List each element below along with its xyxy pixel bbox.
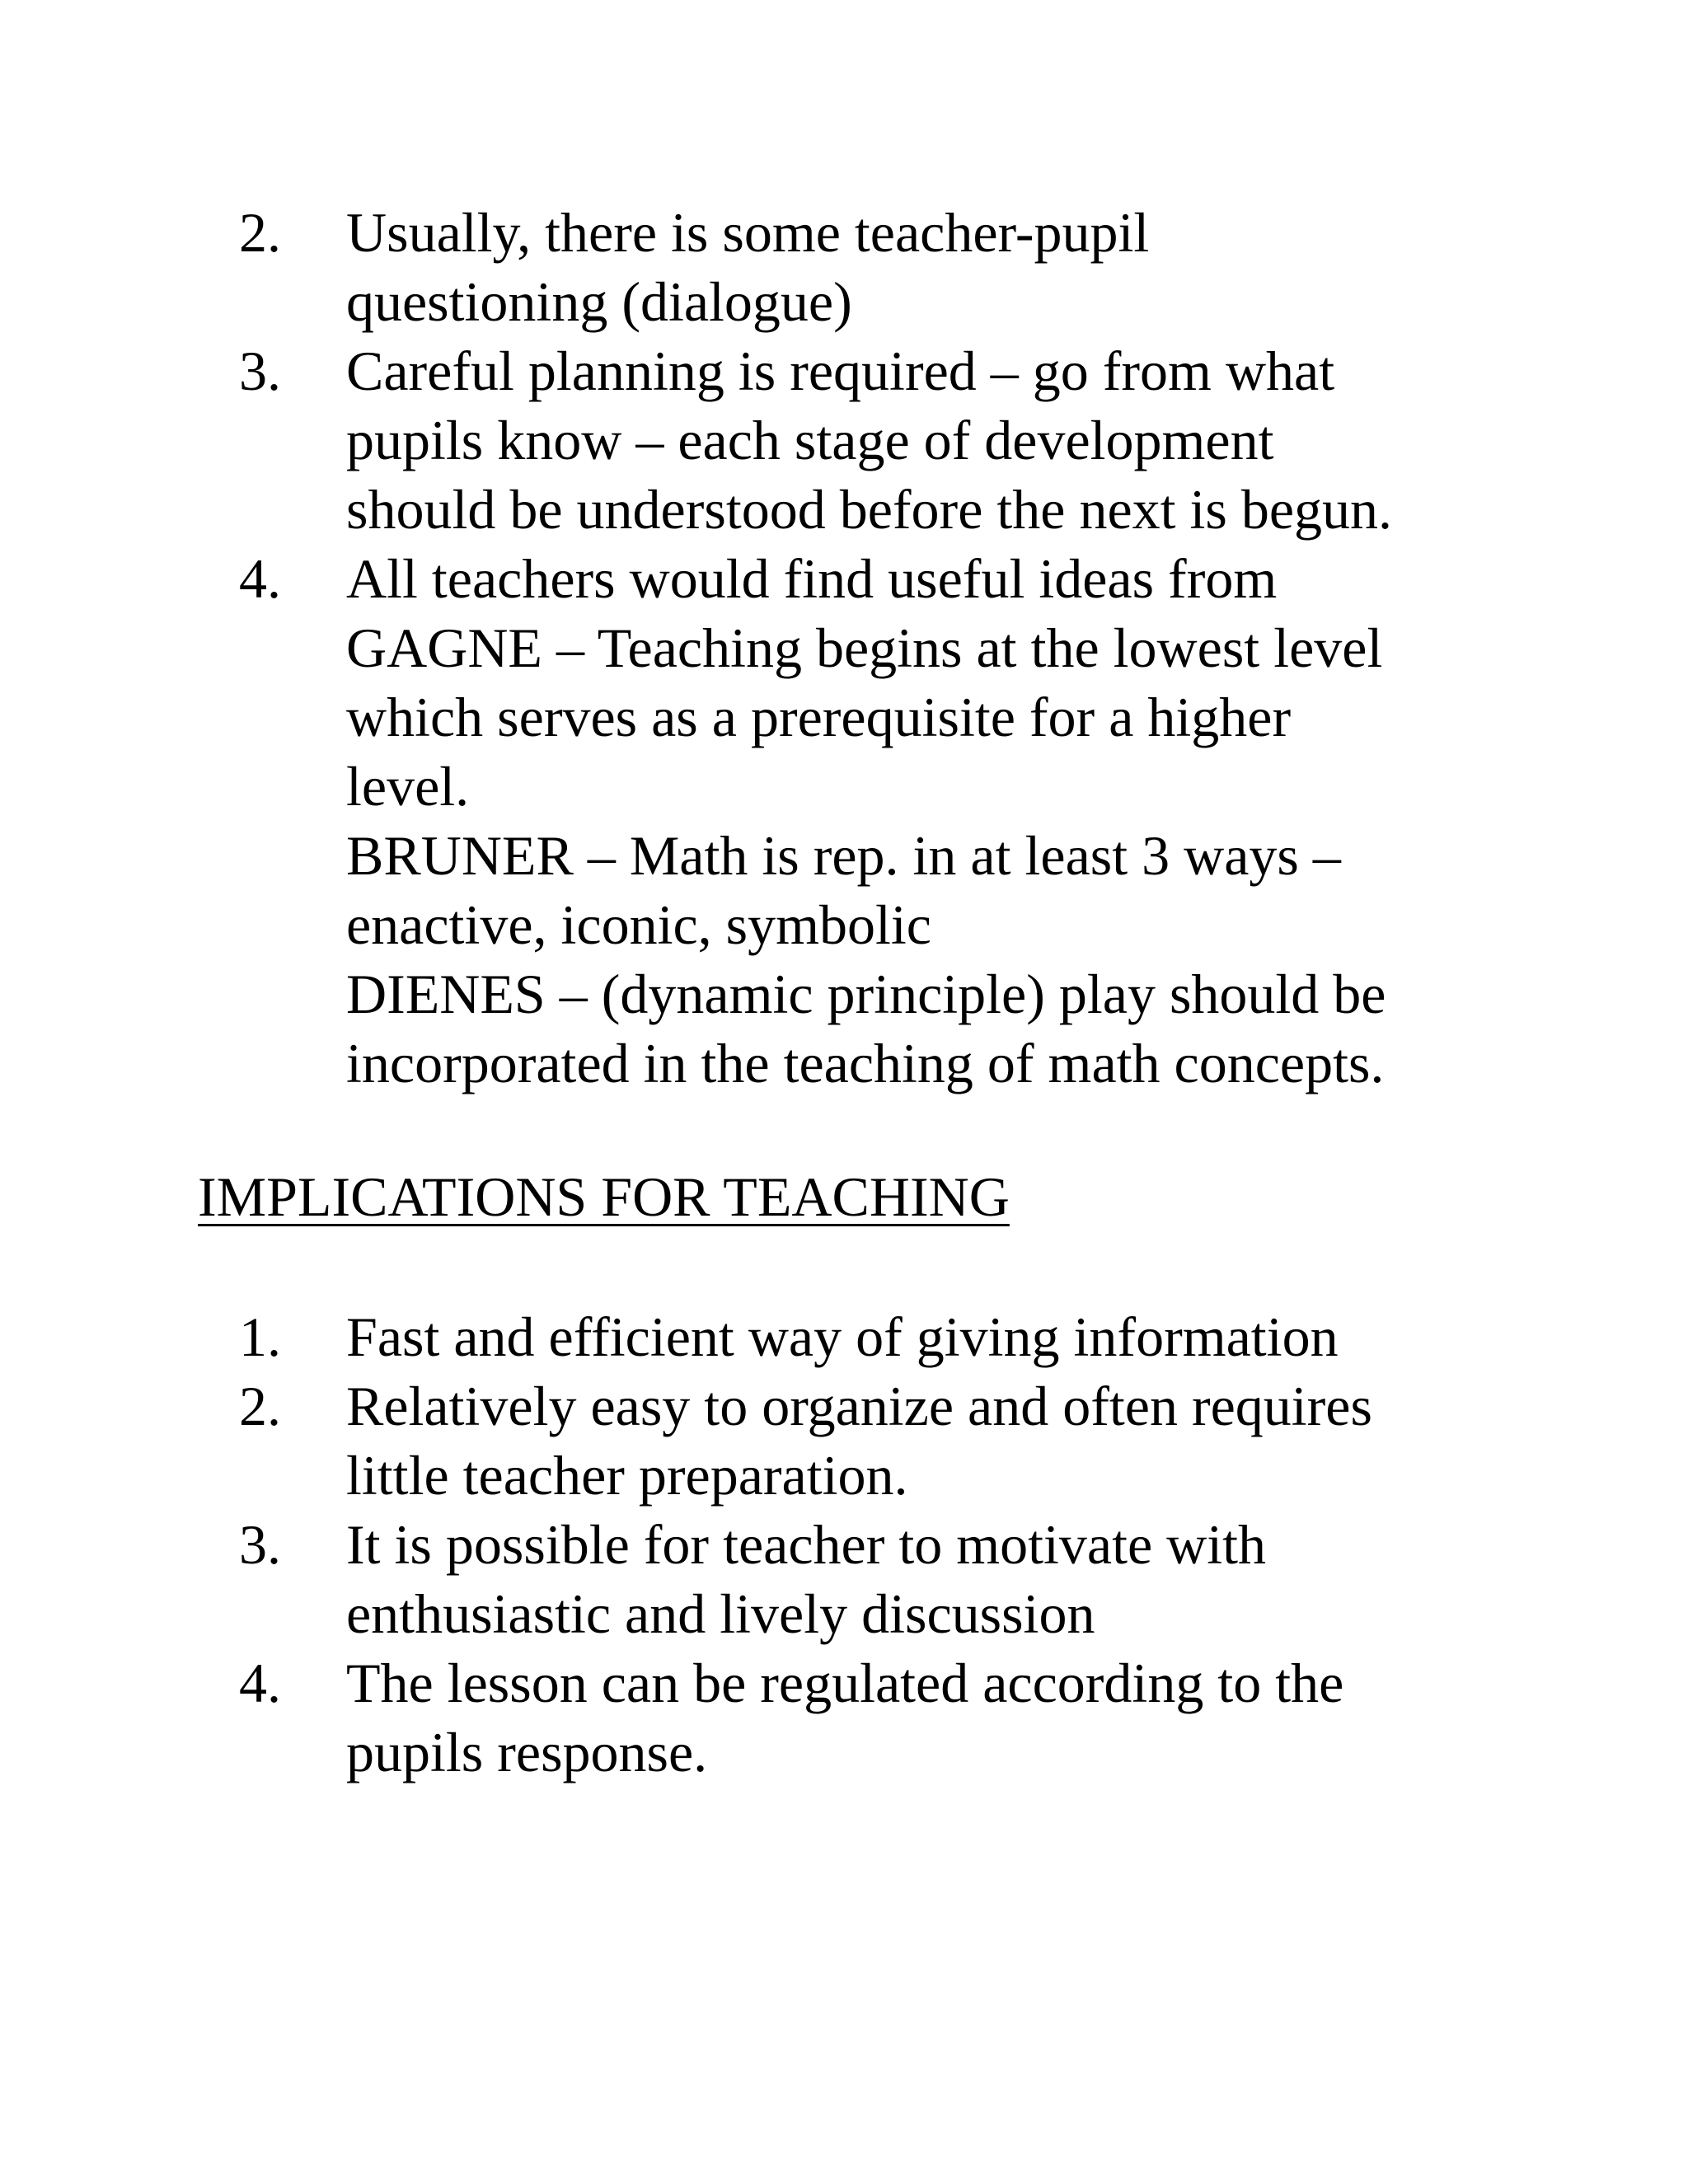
item-text bbox=[346, 198, 1525, 336]
item-text bbox=[346, 1371, 1525, 1510]
item-number: 4. bbox=[239, 547, 281, 610]
list-item bbox=[239, 198, 1525, 336]
item-number: 2. bbox=[239, 1375, 281, 1437]
item-line: Usually, there is some teacher-pupil bbox=[346, 201, 1150, 264]
item-line: Fast and efficient way of giving information bbox=[346, 1305, 1339, 1368]
section-heading: IMPLICATIONS FOR TEACHING bbox=[198, 1165, 1010, 1228]
list-item bbox=[239, 1302, 1525, 1371]
list-item bbox=[239, 1648, 1525, 1787]
implications-numbered-list bbox=[239, 1302, 1525, 1787]
item-line: GAGNE – Teaching begins at the lowest level bbox=[346, 616, 1383, 679]
item-text bbox=[346, 544, 1525, 1098]
item-line: It is possible for teacher to motivate with bbox=[346, 1513, 1267, 1576]
item-line: All teachers would find useful ideas from bbox=[346, 547, 1278, 610]
item-number: 3. bbox=[239, 1513, 281, 1576]
item-line: enthusiastic and lively discussion bbox=[346, 1582, 1095, 1645]
list-item bbox=[239, 1371, 1525, 1510]
item-number: 4. bbox=[239, 1652, 281, 1714]
item-line: questioning (dialogue) bbox=[346, 270, 852, 333]
item-line: Careful planning is required – go from what bbox=[346, 340, 1335, 402]
item-line: level. bbox=[346, 755, 470, 818]
item-line: pupils response. bbox=[346, 1721, 708, 1783]
item-number: 3. bbox=[239, 340, 281, 402]
item-line: enactive, iconic, symbolic bbox=[346, 893, 931, 956]
continued-numbered-list bbox=[239, 198, 1525, 1098]
item-line: little teacher preparation. bbox=[346, 1444, 908, 1507]
item-line: which serves as a prerequisite for a higher bbox=[346, 686, 1292, 748]
item-line: incorporated in the teaching of math concepts. bbox=[346, 1032, 1385, 1094]
item-number: 2. bbox=[239, 201, 281, 264]
item-line: The lesson can be regulated according to the bbox=[346, 1652, 1344, 1714]
item-text bbox=[346, 1302, 1525, 1371]
list-item bbox=[239, 336, 1525, 544]
item-line: DIENES – (dynamic principle) play should be bbox=[346, 963, 1386, 1025]
item-line: pupils know – each stage of development bbox=[346, 409, 1274, 471]
item-text bbox=[346, 336, 1525, 544]
list-item bbox=[239, 1510, 1525, 1648]
item-line: BRUNER – Math is rep. in at least 3 ways – bbox=[346, 824, 1341, 887]
list-item bbox=[239, 544, 1525, 1098]
item-text bbox=[346, 1510, 1525, 1648]
item-number: 1. bbox=[239, 1305, 281, 1368]
item-line: Relatively easy to organize and often requires bbox=[346, 1375, 1372, 1437]
item-text bbox=[346, 1648, 1525, 1787]
item-line: should be understood before the next is begun. bbox=[346, 478, 1393, 541]
